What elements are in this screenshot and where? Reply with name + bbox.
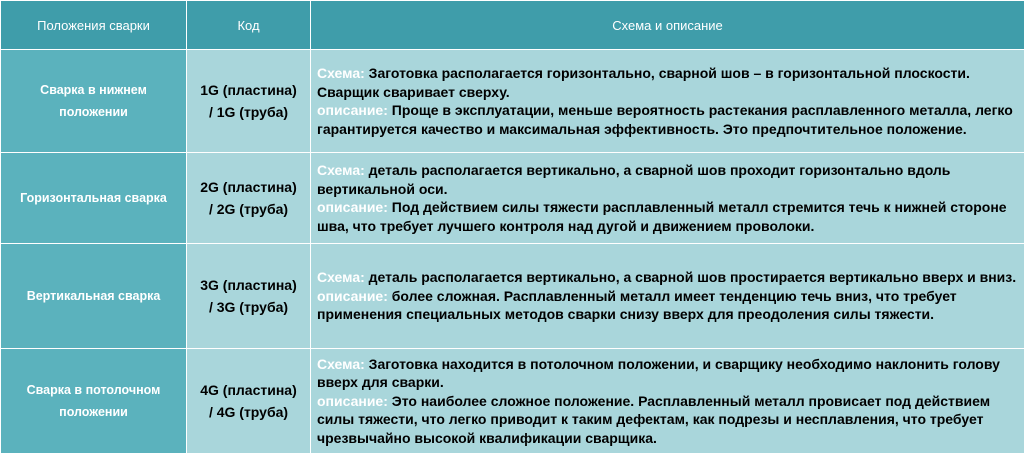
code-cell xyxy=(187,153,311,244)
code-plate: 2G (пластина) xyxy=(200,179,297,195)
table-row xyxy=(1,50,1024,153)
description-label: описание: xyxy=(317,393,388,409)
description-text: Под действием силы тяжести расплавленный металл стремится течь к нижней стороне шва, что требует лучшего контроля над дугой и движением проволоки. xyxy=(317,199,1007,234)
position-cell: Горизонтальная сварка xyxy=(1,153,187,244)
scheme-label: Схема: xyxy=(317,162,365,178)
description-text: Это наиболее сложное положение. Расплавленный металл провисает под действием силы тяжести, что легко приводит к таким дефектам, как подрезы и несплавления, что требует чрезвычайно высокой квалификации сварщика. xyxy=(317,393,990,446)
description-text: Проще в эксплуатации, меньше вероятность растекания расплавленного металла, легко гарантируется качество и максимальная эффективность. Это предпочтительное положение. xyxy=(317,102,1013,137)
code-cell xyxy=(187,244,311,349)
position-cell: Сварка в потолочном положении xyxy=(1,349,187,454)
scheme-label: Схема: xyxy=(317,269,365,285)
header-row xyxy=(1,1,1024,50)
description-label: описание: xyxy=(317,102,388,118)
code-pipe: / 1G (труба) xyxy=(209,104,288,120)
scheme-text: деталь располагается вертикально, а сварной шов простирается вертикально вверх и вниз. xyxy=(369,269,1016,285)
scheme-text: Заготовка находится в потолочном положении, и сварщику необходимо наклонить голову вверх для сварки. xyxy=(317,356,1000,391)
scheme-label: Схема: xyxy=(317,356,365,372)
scheme-text: деталь располагается вертикально, а сварной шов проходит горизонтально вдоль вертикальной оси. xyxy=(317,162,950,197)
code-plate: 3G (пластина) xyxy=(200,277,297,293)
position-cell: Вертикальная сварка xyxy=(1,244,187,349)
description-cell xyxy=(311,50,1024,153)
table-row xyxy=(1,153,1024,244)
description-text: более сложная. Расплавленный металл имеет тенденцию течь вниз, что требует применения специальных методов сварки снизу вверх для преодоления силы тяжести. xyxy=(317,288,957,323)
code-pipe: / 2G (труба) xyxy=(209,201,288,217)
position-cell: Сварка в нижнем положении xyxy=(1,50,187,153)
description-label: описание: xyxy=(317,288,388,304)
code-plate: 4G (пластина) xyxy=(200,382,297,398)
code-pipe: / 3G (труба) xyxy=(209,299,288,315)
header-code: Код xyxy=(187,1,311,50)
description-cell xyxy=(311,349,1024,454)
table-row xyxy=(1,349,1024,454)
code-plate: 1G (пластина) xyxy=(200,82,297,98)
description-cell xyxy=(311,244,1024,349)
code-pipe: / 4G (труба) xyxy=(209,404,288,420)
header-position: Положения сварки xyxy=(1,1,187,50)
scheme-label: Схема: xyxy=(317,65,365,81)
code-cell xyxy=(187,50,311,153)
table-row xyxy=(1,244,1024,349)
header-scheme-description: Схема и описание xyxy=(311,1,1024,50)
code-cell xyxy=(187,349,311,454)
scheme-text: Заготовка располагается горизонтально, сварной шов – в горизонтальной плоскости. Сварщик сваривает сверху. xyxy=(317,65,970,100)
description-cell xyxy=(311,153,1024,244)
description-label: описание: xyxy=(317,199,388,215)
